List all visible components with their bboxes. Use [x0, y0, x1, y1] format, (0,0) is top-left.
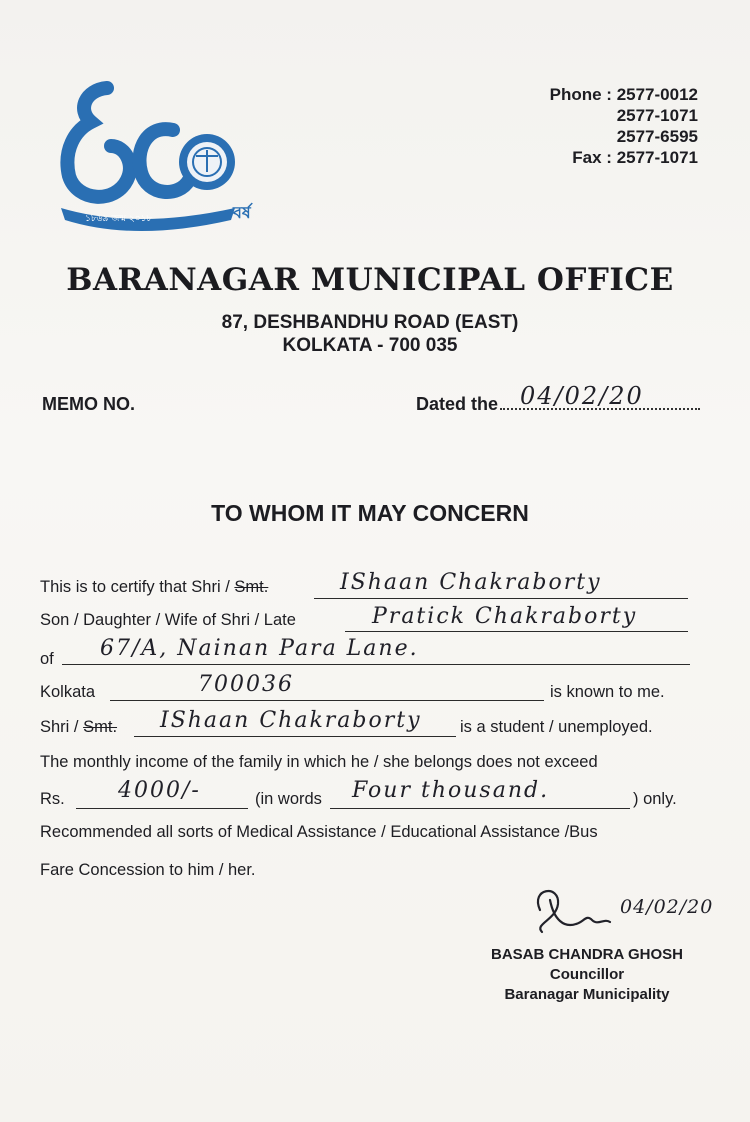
line-3-address: 67/A, Nainan Para Lane. [100, 636, 419, 661]
logo-ribbon-text: ১৮৬৯ জন্ম ২০১৮ [85, 214, 153, 224]
signatory-role: Councillor [549, 966, 625, 983]
phone-label: Phone : [549, 85, 612, 104]
line-5-prefix: Shri / [40, 718, 84, 736]
phone-1: 2577-0012 [616, 85, 698, 104]
line-7-words-label: (in words [255, 790, 322, 808]
line-1-name: IShaan Chakraborty [340, 570, 602, 595]
line-4-pin: 700036 [198, 672, 294, 697]
line-7-rs: Rs. [40, 790, 65, 808]
line-7-amount-underline [76, 808, 248, 809]
line-2-underline [345, 631, 688, 632]
line-7-words: Four thousand. [352, 778, 550, 803]
line-5-name: IShaan Chakraborty [160, 708, 422, 733]
line-6: The monthly income of the family in which he / she belongs does not exceed [40, 753, 598, 771]
certificate-title: TO WHOM IT MAY CONCERN [211, 500, 529, 526]
line-4-suffix: is known to me. [550, 683, 665, 701]
line-7-amount: 4000/- [118, 778, 201, 803]
line-4-prefix: Kolkata [40, 683, 96, 701]
signatory-org: Baranagar Municipality [504, 986, 670, 1003]
line-1 [40, 578, 268, 597]
address-line-2: KOLKATA - 700 035 [282, 335, 458, 356]
line-2-prefix: Son / Daughter / Wife of Shri / Late [40, 611, 296, 629]
signatory-name: BASAB CHANDRA GHOSH [491, 946, 683, 963]
contact-block [550, 84, 698, 168]
line-3 [40, 650, 54, 669]
memo-label: MEMO NO. [42, 394, 135, 414]
logo-suffix: বর্ষ [233, 203, 251, 222]
municipality-logo [55, 80, 275, 240]
address-line-1: 87, DESHBANDHU ROAD (EAST) [221, 312, 519, 333]
phone-2: 2577-1071 [616, 106, 698, 125]
line-7-suffix: ) only. [633, 790, 677, 808]
fax-label: Fax : [572, 148, 612, 167]
fax-number: 2577-1071 [616, 148, 698, 167]
line-3-prefix: of [40, 650, 54, 668]
line-4-underline [110, 700, 544, 701]
line-4 [40, 683, 95, 702]
line-5-suffix: is a student / unemployed. [460, 718, 653, 736]
line-2 [40, 611, 296, 630]
line-5-smt: Smt. [83, 718, 118, 736]
line-1-prefix: This is to certify that Shri / [40, 578, 235, 596]
signature-date: 04/02/20 [620, 896, 714, 918]
signatory-block [482, 945, 692, 1005]
line-1-smt: Smt. [234, 578, 269, 596]
phone-3: 2577-6595 [616, 127, 698, 146]
line-8: Recommended all sorts of Medical Assistance / Educational Assistance /Bus [40, 823, 598, 841]
date-value: 04/02/20 [520, 382, 644, 410]
line-2-name: Pratick Chakraborty [372, 604, 638, 629]
org-name: BARANAGAR MUNICIPAL OFFICE [66, 262, 674, 298]
line-3-underline [62, 664, 690, 665]
line-1-underline [314, 598, 688, 599]
line-9: Fare Concession to him / her. [40, 861, 256, 879]
dated-label: Dated the [416, 394, 499, 414]
line-5-underline [134, 736, 456, 737]
line-5 [40, 718, 117, 737]
line-7-words-underline [330, 808, 630, 809]
